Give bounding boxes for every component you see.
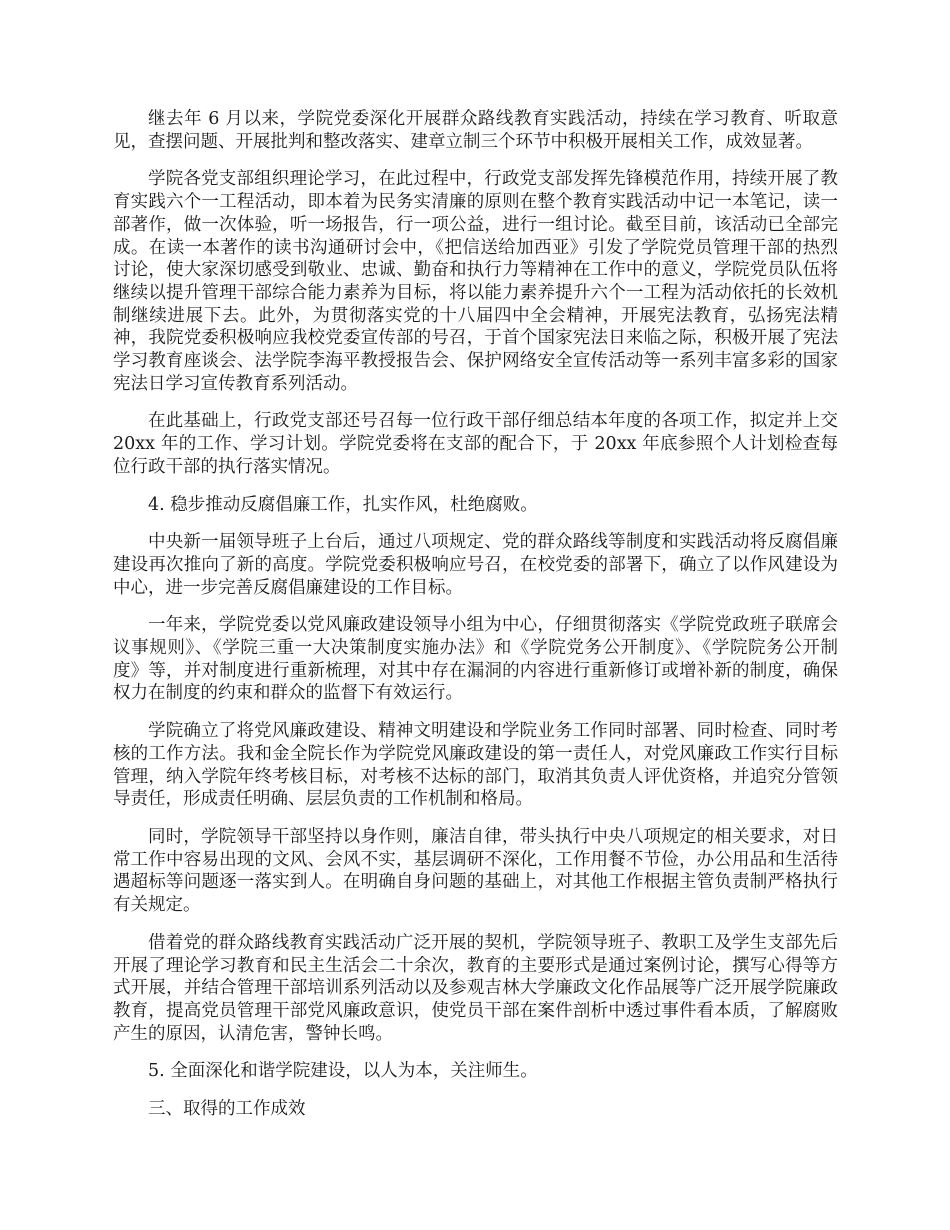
paragraph-central-leadership: 中央新一届领导班子上台后，通过八项规定、党的群众路线等制度和实践活动将反腐倡廉建设再次推向了新的高度。学院党委积极响应号召，在校党委的部署下，确立了以作风建设为中心，进一步完善反腐倡廉建设的工作目标。 [113,532,838,598]
section-heading-anti-corruption: 4. 稳步推动反腐倡廉工作，扎实作风，杜绝腐败。 [148,494,538,515]
section-heading-achievements: 三、取得的工作成效 [148,1099,306,1120]
paragraph-work-method: 学院确立了将党风廉政建设、精神文明建设和学院业务工作同时部署、同时检查、同时考核的工作方法。我和金全院长作为学院党风廉政建设的第一责任人，对党风廉政工作实行目标管理，纳入学院年终考核目标，对考核不达标的部门，取消其负责人评优资格，并追究分管领导责任，形成责任明确、层层负责的工作机制和格局。 [113,721,838,810]
paragraph-intro: 继去年 6 月以来，学院党委深化开展群众路线教育实践活动，持续在学习教育、听取意见，查摆问题、开展批判和整改落实、建章立制三个环节中积极开展相关工作，成效显著。 [113,109,838,152]
section-heading-harmonious-college: 5. 全面深化和谐学院建设，以人为本，关注师生。 [148,1061,538,1082]
paragraph-theory-study: 学院各党支部组织理论学习，在此过程中，行政党支部发挥先锋模范作用，持续开展了教育实践六个一工程活动，即本着为民务实清廉的原则在整个教育实践活动中记一本笔记，读一部著作，做一次体验，听一场报告，行一项公益，进行一组讨论。截至目前，该活动已全部完成。在读一本著作的读书沟通研讨会中，《把信送给加西亚》引发了学院党员管理干部的热烈讨论，使大家深切感受到敬业、忠诚、勤奋和执行力等精神在工作中的意义，学院党员队伍将继续以提升管理干部综合能力素养为目标，将以能力素养提升六个一工程为活动依托的长效机制继续进展下去。此外，为贯彻落实党的十八届四中全会精神，开展宪法教育，弘扬宪法精神，我院党委积极响应我校党委宣传部的号召，于首个国家宪法日来临之际，积极开展了宪法学习教育座谈会、法学院李海平教授报告会、保护网络安全宣传活动等一系列丰富多彩的国家宪法日学习宣传教育系列活动。 [113,169,838,394]
paragraph-education-activities: 借着党的群众路线教育实践活动广泛开展的契机，学院领导班子、教职工及学生支部先后开展了理论学习教育和民主生活会二十余次，教育的主要形式是通过案例讨论，撰写心得等方式开展，并结合管理干部培训系列活动以及参观吉林大学廉政文化作品展等广泛开展学院廉政教育，提高党员管理干部党风廉政意识，使党员干部在案件剖析中透过事件看本质，了解腐败产生的原因，认清危害，警钟长鸣。 [113,932,838,1044]
paragraph-one-year: 一年来，学院党委以党风廉政建设领导小组为中心，仔细贯彻落实《学院党政班子联席会议事规则》、《学院三重一大决策制度实施办法》和《学院党务公开制度》、《学院院务公开制度》等，并对制度进行重新梳理，对其中存在漏洞的内容进行重新修订或增补新的制度，确保权力在制度的约束和群众的监督下有效运行。 [113,615,838,704]
document-body [113,108,838,1136]
paragraph-work-plan: 在此基础上，行政党支部还号召每一位行政干部仔细总结本年度的各项工作，拟定并上交 20xx 年的工作、学习计划。学院党委将在支部的配合下，于 20xx 年底参照个人计划检查每位行政干部的执行落实情况。 [113,411,838,477]
paragraph-self-discipline: 同时，学院领导干部坚持以身作则，廉洁自律，带头执行中央八项规定的相关要求，对日常工作中容易出现的文风、会风不实，基层调研不深化，工作用餐不节俭，办公用品和生活待遇超标等问题逐一落实到人。在明确自身问题的基础上，对其他工作根据主管负责制严格执行有关规定。 [113,826,838,916]
